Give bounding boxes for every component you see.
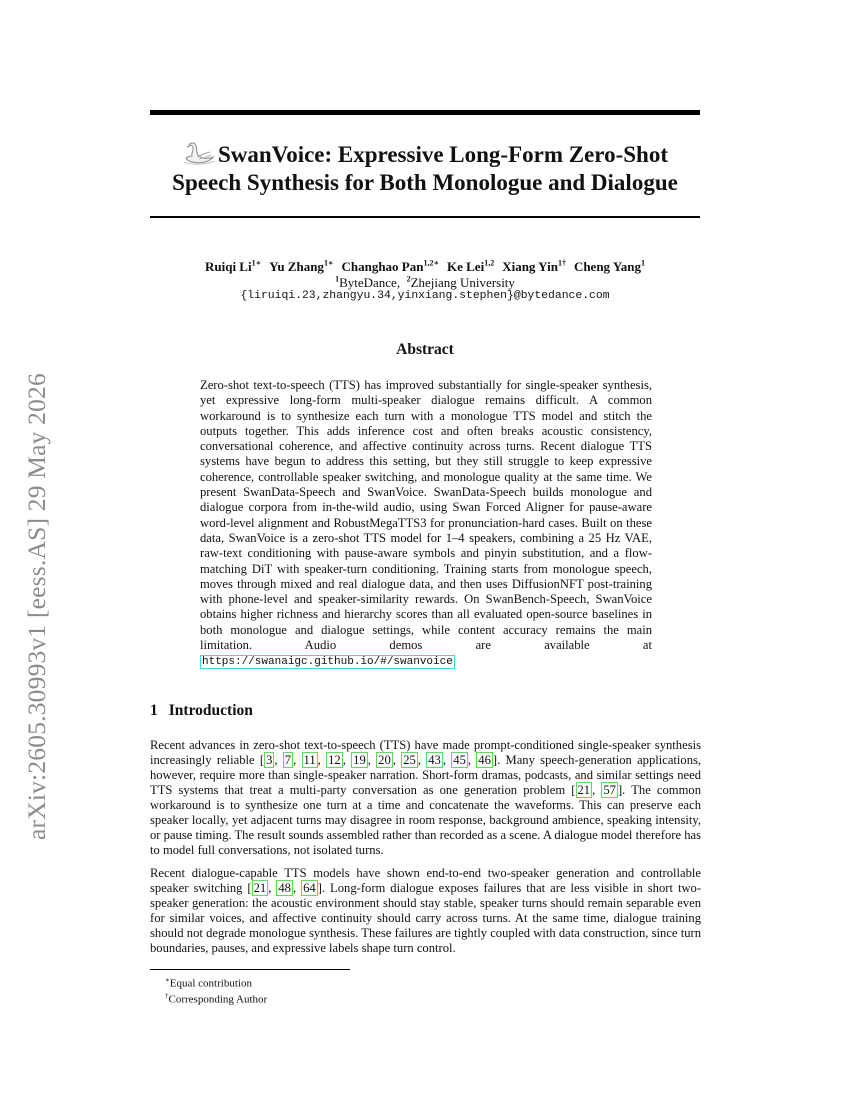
author-name: Xiang Yin$^{1\dagger}$ <box>502 259 566 275</box>
citation-link[interactable]: 64 <box>303 881 316 895</box>
swan-icon <box>182 140 216 166</box>
author-name: Ke Lei$^{1,2}$ <box>447 259 495 275</box>
author-name: Yu Zhang$^{1∗}$ <box>269 259 334 275</box>
section-heading-introduction: 1 Introduction <box>150 702 253 719</box>
paper-title: SwanVoice: Expressive Long-Form Zero-Shot Speech Synthesis for Both Monologue and Dialogue <box>172 142 678 195</box>
citation-link[interactable]: 7 <box>284 753 292 767</box>
abstract-body <box>200 378 652 671</box>
citation-link[interactable]: 46 <box>478 753 491 767</box>
footnote-rule <box>150 969 350 970</box>
author-name: Changhao Pan$^{1,2∗}$ <box>341 259 439 275</box>
author-emails: {liruiqi.23,zhangyu.34,yinxiang.stephen}@bytedance.com <box>240 290 610 302</box>
citation-link[interactable]: 21 <box>577 783 591 797</box>
title-rule-bottom <box>150 216 700 218</box>
abstract-text: Zero-shot text-to-speech (TTS) has improved substantially for single-speaker synthesis, yet expressive long-form multi-speaker dialogue remains difficult. A common workaround is to synthesize each turn with a monologue TTS model and stitch the outputs together. This adds inference cost and often breaks acoustic consistency, conversational coherence, and affective continuity across turns. Recent dialogue TTS systems have begun to address this setting, but they still struggle to keep expressive coherence, controllable speaker switching, and monologue quality at the same time. We present SwanData-Speech and SwanVoice. SwanData-Speech builds monologue and dialogue corpora from in-the-wild audio, using Swan Forced Aligner for pause-aware word-level alignment and RobustMegaTTS3 for pronunciation-hard cases. Built on these data, SwanVoice is a zero-shot TTS model for 1–4 speakers, combining a 25 Hz VAE, raw-text conditioning with pause-aware symbols and pinyin substitution, and a flow-matching DiT with speaker-turn conditioning. Training starts from monologue speech, moves through mixed and real dialogue data, and then uses DiffusionNFT post-training with phone-level and speaker-similarity rewards. On SwanBench-Speech, SwanVoice obtains higher richness and hierarchy scores than all evaluated open-source baselines in both monologue and dialogue settings, while content accuracy remains the main limitation. Audio demos are available at <box>200 378 652 653</box>
footnote-equal-contribution: ∗Equal contribution <box>165 976 252 990</box>
affiliation: $^1$ByteDance, <box>335 275 401 291</box>
citation-link[interactable]: 3 <box>266 753 273 767</box>
author-name: Cheng Yang$^1$ <box>573 259 646 275</box>
citation-link[interactable]: 11 <box>303 753 316 767</box>
citation-link[interactable]: 25 <box>403 753 416 767</box>
demo-url-link[interactable]: https://swanaigc.github.io/#/swanvoice <box>202 656 453 669</box>
citation-link[interactable]: 19 <box>353 753 366 767</box>
affiliation: $^2$Zhejiang University <box>406 275 515 291</box>
citation-link[interactable]: 12 <box>328 753 341 767</box>
intro-paragraph-1: Recent advances in zero-shot text-to-speech (TTS) have made prompt-conditioned single-speaker synthesis increasingly reliable [ 3 , 7 , 11 , 12 , 19 , 20 , 25 , 43 , 45 , 46 ]. Many speech-generation applications, however, require more than single-speaker narration. Short-form dramas, podcasts, and similar settings need TTS systems that treat a multi-party conversation as one generation problem [ 21 , 57 ]. The common workaround is to synthesize one turn at a time and concatenate the waveforms. This can preserve each speaker locally, yet adjacent turns may disagree in room response, background ambience, speaking intensity, or pause timing. The result sounds assembled rather than recorded as a scene. A dialogue model therefore has to model full conversations, not isolated turns. <box>150 738 702 857</box>
citation-link[interactable]: 48 <box>278 881 291 895</box>
citation-link[interactable]: 57 <box>603 783 616 797</box>
arxiv-identifier: arXiv:2605.30993v1 [eess.AS] 29 May 2026 <box>22 373 51 840</box>
citation-link[interactable]: 45 <box>453 753 466 767</box>
title-rule-top <box>150 110 700 115</box>
footnote-corresponding-author: †Corresponding Author <box>165 992 268 1006</box>
citation-link[interactable]: 20 <box>378 753 391 767</box>
citation-link[interactable]: 43 <box>428 753 441 767</box>
author-name: Ruiqi $Li^{1∗}$ <box>204 259 262 275</box>
citation-link[interactable]: 21 <box>253 881 267 895</box>
intro-paragraph-2: Recent dialogue-capable TTS models have shown end-to-end two-speaker generation and controllable speaker switching [ 21 , 48 , 64 ]. Long-form dialogue exposes failures that are less visible in short two-speaker generation: the acoustic environment should stay stable, speaker turns should remain separable even for similar voices, and affective continuity should carry across turns. At the same time, dialogue training should not degrade monologue synthesis. These failures are tightly coupled with data construction, since turn boundaries, pauses, and expressive labels shape turn control. <box>150 866 702 955</box>
abstract-heading: Abstract <box>396 341 454 358</box>
